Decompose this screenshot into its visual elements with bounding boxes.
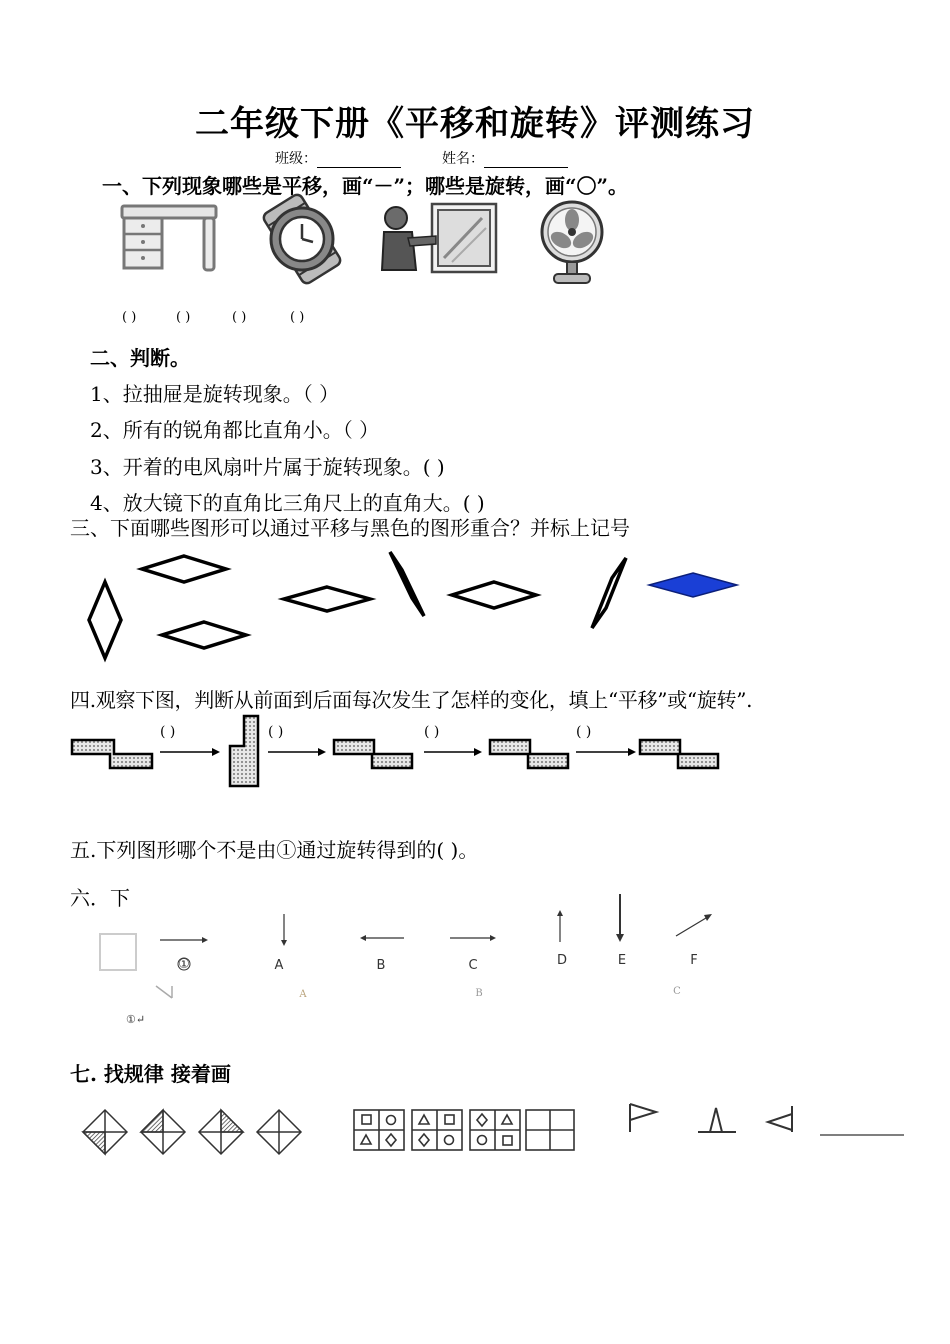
q4-text: 四.观察下图，判断从前面到后面每次发生了怎样的变化，填上“平移”或“旋转”. xyxy=(70,688,753,712)
q5-text: 五.下列图形哪个不是由①通过旋转得到的( )。 xyxy=(70,838,479,862)
rhombus-6 xyxy=(452,582,536,608)
q6-sub-label-A: A xyxy=(299,989,307,1000)
q3-text: 三、下面哪些图形可以通过平移与黑色的图形重合？并标上记号 xyxy=(70,516,630,540)
flag-pattern-1 xyxy=(630,1104,656,1132)
flag-pattern-2 xyxy=(698,1108,736,1132)
watch-icon xyxy=(250,196,354,282)
desk-icon xyxy=(120,200,220,274)
name-label: 姓名： xyxy=(442,151,484,167)
q1-answer-1[interactable]: ( ) xyxy=(122,310,137,325)
q1-answer-3[interactable]: ( ) xyxy=(232,310,247,325)
rhombus-7 xyxy=(592,558,626,628)
diamond-pattern-2 xyxy=(141,1110,185,1154)
q4-transform-sequence xyxy=(0,712,950,796)
q6-label-E: E xyxy=(617,953,627,968)
shape-grid-2 xyxy=(412,1110,462,1150)
q2-item-4: 4、放大镜下的直角比三角尺上的直角大。( ) xyxy=(90,491,485,515)
q1-text: 一、下列现象哪些是平移，画“－”；哪些是旋转，画“〇”。 xyxy=(102,174,629,198)
q6-bottom-label: ①↵ xyxy=(126,1013,146,1026)
q2-item-1: 1、拉抽屉是旋转现象。（ ） xyxy=(90,382,340,406)
q6-label-F: F xyxy=(690,953,698,968)
diamond-pattern-3 xyxy=(199,1110,243,1154)
q6-sub-label-B: B xyxy=(475,988,483,999)
q6-arrow-figures xyxy=(0,890,950,1040)
rhombus-5 xyxy=(390,552,424,616)
q4-blank-2[interactable]: ( ) xyxy=(268,724,284,740)
rhombus-black xyxy=(649,573,737,597)
rhombus-1 xyxy=(89,582,121,658)
square-shape xyxy=(100,934,136,970)
q6-label-D: D xyxy=(556,953,568,968)
rhombus-3 xyxy=(162,622,246,648)
shape-grid-4-empty xyxy=(526,1110,574,1150)
class-blank[interactable] xyxy=(317,153,401,168)
q7-pattern-figures xyxy=(0,1100,950,1170)
class-field xyxy=(275,148,401,168)
page-title: 二年级下册《平移和旋转》评测练习 xyxy=(195,104,755,144)
q6-label-B: B xyxy=(376,958,386,973)
q4-blank-3[interactable]: ( ) xyxy=(424,724,440,740)
z-shape-1 xyxy=(72,740,152,768)
q4-blank-4[interactable]: ( ) xyxy=(576,724,592,740)
q6-label-circled-1: ① xyxy=(178,957,190,972)
flag-pattern-3 xyxy=(768,1106,792,1132)
q7-text: 七. 找规律 接着画 xyxy=(70,1062,231,1086)
q6-label-C: C xyxy=(468,958,478,973)
z-shape-5 xyxy=(640,740,718,768)
rhombus-4 xyxy=(284,587,370,611)
name-field xyxy=(442,148,568,168)
q2-item-3: 3、开着的电风扇叶片属于旋转现象。( ) xyxy=(90,455,445,479)
q1-answer-2[interactable]: ( ) xyxy=(176,310,191,325)
q3-rhombus-figures xyxy=(0,540,950,670)
shape-grid-1 xyxy=(354,1110,404,1150)
q4-blank-1[interactable]: ( ) xyxy=(160,724,176,740)
q2-heading: 二、判断。 xyxy=(90,346,190,370)
class-label: 班级： xyxy=(275,151,317,167)
shape-grid-3 xyxy=(470,1110,520,1150)
name-blank[interactable] xyxy=(484,153,568,168)
z-shape-4 xyxy=(490,740,568,768)
diamond-pattern-1 xyxy=(83,1110,127,1154)
q2-item-2: 2、所有的锐角都比直角小。（ ） xyxy=(90,418,380,442)
z-shape-2 xyxy=(230,716,258,786)
diamond-pattern-4 xyxy=(257,1110,301,1154)
q6-text: 六．下 xyxy=(70,886,130,910)
q1-answer-4[interactable]: ( ) xyxy=(290,310,305,325)
q6-label-A: A xyxy=(274,958,284,973)
rhombus-2 xyxy=(142,556,226,582)
sliding-window-icon xyxy=(378,200,500,276)
z-shape-3 xyxy=(334,740,412,768)
q6-sub-label-C: C xyxy=(673,986,681,997)
electric-fan-icon xyxy=(536,200,608,286)
